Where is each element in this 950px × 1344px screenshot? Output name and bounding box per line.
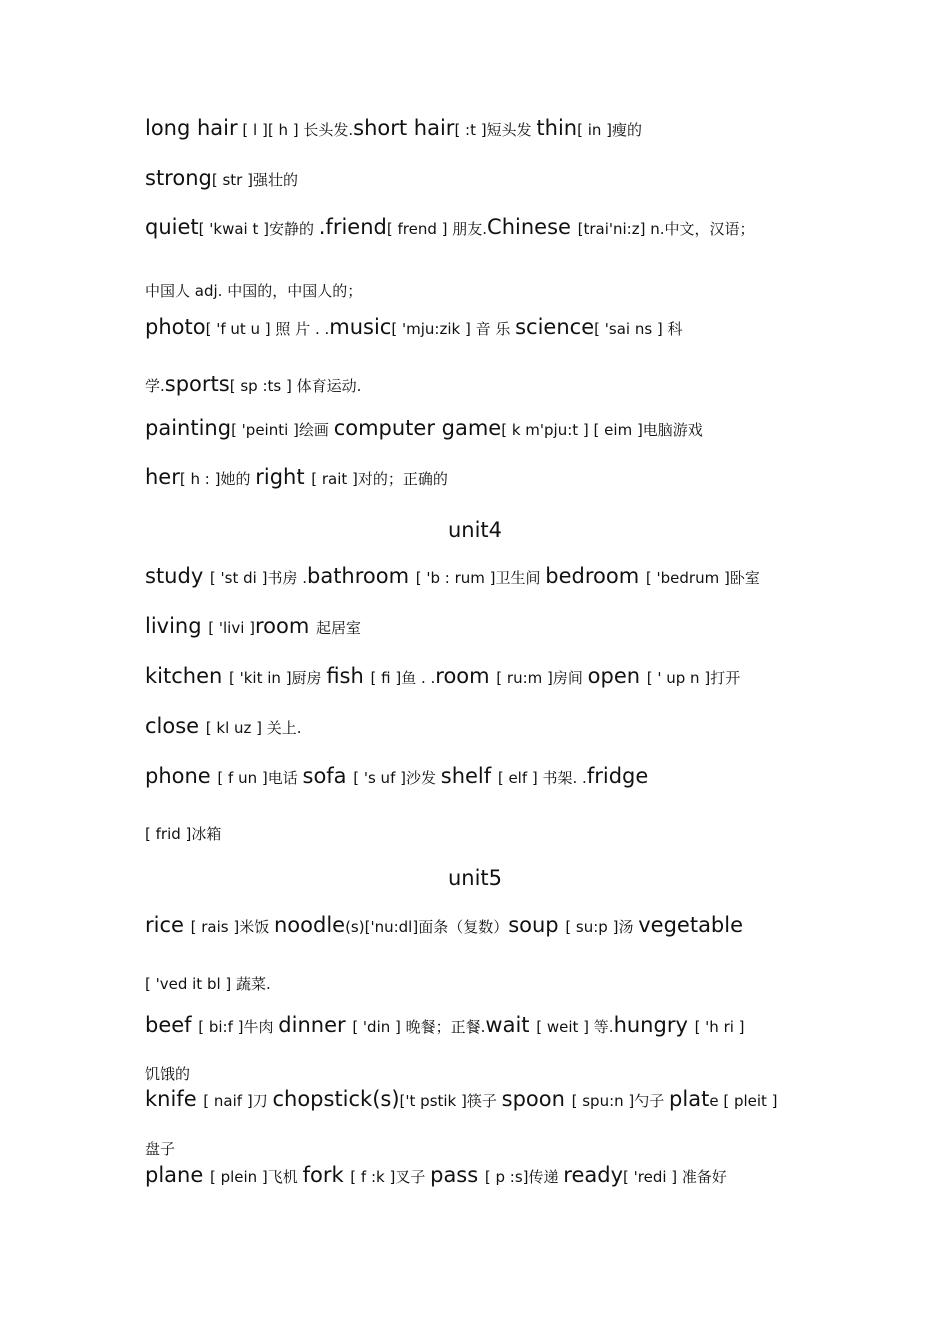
chinese-meaning: 中国的，中国人的； bbox=[227, 282, 363, 300]
phonetic-text: [ 'peinti ] bbox=[231, 421, 299, 439]
chinese-meaning: 等. bbox=[593, 1018, 614, 1036]
english-word: music bbox=[329, 315, 392, 339]
phonetic-text: [ kl uz ] bbox=[205, 719, 267, 737]
vocab-line bbox=[145, 280, 835, 301]
chinese-meaning: 关上. bbox=[266, 719, 302, 737]
phonetic-text: [ 'bedrum ] bbox=[645, 569, 730, 587]
phonetic-text: [ su:p ] bbox=[565, 918, 619, 936]
english-word: thin bbox=[536, 116, 578, 140]
chinese-meaning: 瘦的 bbox=[612, 121, 643, 139]
chinese-meaning: adj. bbox=[194, 282, 228, 300]
english-word: beef bbox=[145, 1013, 199, 1037]
phonetic-text: [ bi:f ] bbox=[198, 1018, 244, 1036]
chinese-meaning: 中文，汉语； bbox=[664, 220, 755, 238]
phonetic-text: [ f :k ] bbox=[350, 1168, 396, 1186]
phonetic-text: [ rait ] bbox=[311, 470, 358, 488]
chinese-meaning: 电话 bbox=[267, 769, 303, 787]
chinese-meaning: 音 乐 bbox=[475, 320, 516, 338]
chinese-meaning: 起居室 bbox=[316, 619, 362, 637]
chinese-meaning: 叉子 bbox=[395, 1168, 431, 1186]
chinese-meaning: 卧室 bbox=[729, 569, 760, 587]
chinese-meaning: 房间 bbox=[552, 669, 588, 687]
chinese-meaning: 照 片 . . bbox=[275, 320, 330, 338]
phonetic-text: [ weit ] bbox=[536, 1018, 594, 1036]
english-word: chopstick(s) bbox=[272, 1087, 400, 1111]
chinese-meaning: 汤 bbox=[618, 918, 639, 936]
english-word: study bbox=[145, 564, 210, 588]
chinese-meaning: 体育运动. bbox=[296, 377, 362, 395]
english-word: painting bbox=[145, 416, 232, 440]
vocab-line bbox=[145, 166, 835, 190]
chinese-meaning: 安静的 bbox=[268, 220, 319, 238]
english-word: close bbox=[145, 714, 206, 738]
chinese-meaning: 电脑游戏 bbox=[642, 421, 703, 439]
english-word: plane bbox=[145, 1163, 210, 1187]
english-word: wait bbox=[485, 1013, 537, 1037]
vocab-line bbox=[145, 1013, 835, 1037]
phonetic-text: [ ru:m ] bbox=[496, 669, 553, 687]
phonetic-text: [ 'st di ] bbox=[209, 569, 268, 587]
chinese-meaning: 短头发 bbox=[486, 121, 537, 139]
vocab-line bbox=[145, 1138, 835, 1159]
english-word: sports bbox=[164, 372, 230, 396]
chinese-meaning: 厨房 bbox=[291, 669, 327, 687]
phonetic-text: [trai'ni:z] n. bbox=[577, 220, 665, 238]
vocab-line bbox=[145, 913, 835, 937]
vocab-line bbox=[145, 215, 835, 239]
unit-heading: unit4 bbox=[447, 518, 503, 542]
phonetic-text: [ :t ] bbox=[454, 121, 487, 139]
english-word: Chinese bbox=[487, 215, 578, 239]
english-word: spoon bbox=[501, 1087, 572, 1111]
english-word: bedroom bbox=[545, 564, 646, 588]
english-word: photo bbox=[145, 315, 206, 339]
english-word: sofa bbox=[302, 764, 354, 788]
phonetic-text: [ 's uf ] bbox=[353, 769, 406, 787]
phonetic-text: [ h : ] bbox=[179, 470, 221, 488]
english-word: room bbox=[255, 614, 317, 638]
chinese-meaning: 打开 bbox=[710, 669, 741, 687]
english-word: noodle bbox=[273, 913, 346, 937]
chinese-meaning: 牛肉 bbox=[243, 1018, 279, 1036]
chinese-meaning: 传递 bbox=[528, 1168, 564, 1186]
chinese-meaning: 绘画 bbox=[298, 421, 334, 439]
chinese-meaning: 对的；正确的 bbox=[357, 470, 448, 488]
english-word: open bbox=[587, 664, 647, 688]
english-word: fish bbox=[326, 664, 371, 688]
chinese-meaning: 朋友. bbox=[452, 220, 488, 238]
phonetic-text: ['t pstik ] bbox=[399, 1092, 467, 1110]
english-word: dinner bbox=[278, 1013, 353, 1037]
phonetic-text: [ f un ] bbox=[217, 769, 268, 787]
phonetic-text: [ sp :ts ] bbox=[229, 377, 297, 395]
phonetic-text: [ 'sai ns ] bbox=[594, 320, 668, 338]
english-word: strong bbox=[145, 166, 212, 190]
chinese-meaning: 筷子 bbox=[466, 1092, 502, 1110]
phonetic-text: [ in ] bbox=[577, 121, 613, 139]
vocab-line bbox=[145, 564, 835, 588]
english-word: short hair bbox=[353, 116, 455, 140]
vocab-line bbox=[145, 614, 835, 638]
phonetic-text: [ fi ] bbox=[370, 669, 402, 687]
phonetic-text: [ 'kit in ] bbox=[229, 669, 292, 687]
chinese-meaning: 中国人 bbox=[145, 282, 195, 300]
chinese-meaning: 书房 . bbox=[267, 569, 307, 587]
phonetic-text: e [ pleit ] bbox=[709, 1092, 778, 1110]
english-word: vegetable bbox=[638, 913, 744, 937]
phonetic-text: [ ' up n ] bbox=[646, 669, 711, 687]
vocab-line bbox=[145, 664, 835, 688]
english-word: long hair bbox=[145, 116, 238, 140]
english-word: .friend bbox=[318, 215, 387, 239]
english-word: plat bbox=[669, 1087, 710, 1111]
chinese-meaning: 晚餐；正餐. bbox=[405, 1018, 486, 1036]
unit-heading: unit5 bbox=[447, 866, 503, 890]
chinese-meaning: 鱼 . . bbox=[401, 669, 436, 687]
english-word: her bbox=[145, 465, 180, 489]
chinese-meaning: 学. bbox=[145, 377, 165, 395]
english-word: computer game bbox=[333, 416, 502, 440]
chinese-meaning: 准备好 bbox=[681, 1168, 727, 1186]
english-word: shelf bbox=[440, 764, 498, 788]
english-word: science bbox=[515, 315, 595, 339]
chinese-meaning: 她的 bbox=[220, 470, 256, 488]
english-word: phone bbox=[145, 764, 218, 788]
chinese-meaning: 盘子 bbox=[145, 1140, 176, 1158]
english-word: fork bbox=[302, 1163, 351, 1187]
phonetic-text: [ 'b : rum ] bbox=[415, 569, 496, 587]
phonetic-text: [ l ][ h ] bbox=[237, 121, 304, 139]
english-word: room bbox=[435, 664, 497, 688]
chinese-meaning: 面条（复数） bbox=[418, 918, 509, 936]
english-word: ready bbox=[563, 1163, 624, 1187]
english-word: rice bbox=[145, 913, 191, 937]
phonetic-text: [ p :s] bbox=[484, 1168, 529, 1186]
phonetic-text: [ naif ] bbox=[203, 1092, 253, 1110]
phonetic-text: [ 'ved it bl ] bbox=[145, 975, 237, 993]
phonetic-text: [ str ] bbox=[211, 171, 253, 189]
phonetic-text: [ plein ] bbox=[209, 1168, 268, 1186]
phonetic-text: [ 'livi ] bbox=[208, 619, 255, 637]
english-word: soup bbox=[508, 913, 566, 937]
english-word: right bbox=[255, 465, 312, 489]
phonetic-text: [ k m'pju:t ] [ eim ] bbox=[501, 421, 643, 439]
phonetic-text: [ 'kwai t ] bbox=[198, 220, 269, 238]
chinese-meaning: 蔬菜. bbox=[236, 975, 271, 993]
english-word: hungry bbox=[613, 1013, 695, 1037]
chinese-meaning: 卫生间 bbox=[495, 569, 546, 587]
vocab-line bbox=[145, 823, 835, 844]
phonetic-text: [ spu:n ] bbox=[571, 1092, 635, 1110]
chinese-meaning: 长头发. bbox=[303, 121, 354, 139]
phonetic-text: [ 'f ut u ] bbox=[205, 320, 276, 338]
phonetic-text: [ 'redi ] bbox=[623, 1168, 682, 1186]
phonetic-text: (s)['nu:dl] bbox=[345, 918, 419, 936]
vocab-line bbox=[145, 315, 835, 339]
vocab-line bbox=[145, 714, 835, 738]
english-word: fridge bbox=[586, 764, 649, 788]
phonetic-text: [ elf ] bbox=[497, 769, 543, 787]
chinese-meaning: 书架. . bbox=[542, 769, 587, 787]
phonetic-text: [ frend ] bbox=[386, 220, 453, 238]
chinese-meaning: 飞机 bbox=[267, 1168, 303, 1186]
english-word: kitchen bbox=[145, 664, 229, 688]
chinese-meaning: 沙发 bbox=[405, 769, 441, 787]
english-word: bathroom bbox=[307, 564, 416, 588]
vocab-line bbox=[145, 1063, 835, 1084]
chinese-meaning: 强壮的 bbox=[252, 171, 298, 189]
vocab-line bbox=[145, 372, 835, 396]
vocab-line bbox=[145, 465, 835, 489]
phonetic-text: [ 'din ] bbox=[352, 1018, 406, 1036]
phonetic-text: [ frid ] bbox=[145, 825, 192, 843]
vocab-line bbox=[145, 1163, 835, 1187]
vocab-line bbox=[145, 973, 835, 994]
chinese-meaning: 刀 bbox=[252, 1092, 273, 1110]
vocab-line bbox=[145, 1087, 835, 1111]
english-word: living bbox=[145, 614, 209, 638]
vocab-line bbox=[145, 764, 835, 788]
chinese-meaning: 饥饿的 bbox=[145, 1065, 191, 1083]
chinese-meaning: 冰箱 bbox=[191, 825, 222, 843]
phonetic-text: [ rais ] bbox=[190, 918, 240, 936]
english-word: quiet bbox=[145, 215, 199, 239]
phonetic-text: [ 'h ri ] bbox=[694, 1018, 745, 1036]
chinese-meaning: 米饭 bbox=[239, 918, 274, 936]
english-word: knife bbox=[145, 1087, 204, 1111]
vocab-line bbox=[145, 416, 835, 440]
english-word: pass bbox=[430, 1163, 485, 1187]
vocab-line bbox=[145, 116, 835, 140]
chinese-meaning: 科 bbox=[667, 320, 683, 338]
phonetic-text: [ 'mju:zik ] bbox=[391, 320, 476, 338]
chinese-meaning: 勺子 bbox=[634, 1092, 670, 1110]
